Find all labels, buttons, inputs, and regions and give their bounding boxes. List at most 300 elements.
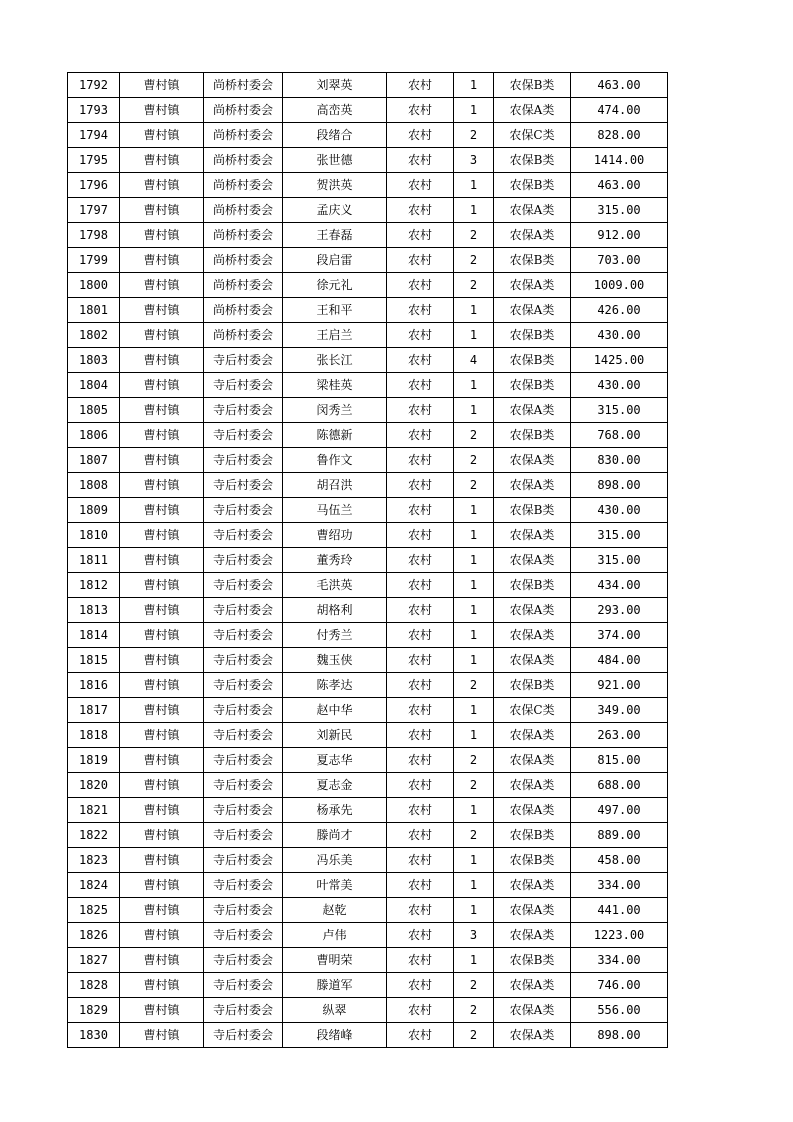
household-type-cell: 农村 — [387, 773, 454, 798]
household-type-cell: 农村 — [387, 223, 454, 248]
village-committee-cell: 寺后村委会 — [204, 423, 283, 448]
household-size-cell: 1 — [454, 498, 494, 523]
household-type-cell: 农村 — [387, 698, 454, 723]
name-cell: 胡召洪 — [283, 473, 387, 498]
name-cell: 陈德新 — [283, 423, 387, 448]
table-row — [68, 548, 668, 573]
name-cell: 王启兰 — [283, 323, 387, 348]
household-size-cell: 1 — [454, 948, 494, 973]
village-committee-cell: 寺后村委会 — [204, 773, 283, 798]
village-committee-cell: 寺后村委会 — [204, 873, 283, 898]
household-type-cell: 农村 — [387, 348, 454, 373]
amount-cell: 349.00 — [571, 698, 668, 723]
town-cell: 曹村镇 — [120, 248, 204, 273]
village-committee-cell: 尚桥村委会 — [204, 73, 283, 98]
household-size-cell: 2 — [454, 1023, 494, 1048]
row-number: 1804 — [68, 373, 120, 398]
name-cell: 杨承先 — [283, 798, 387, 823]
town-cell: 曹村镇 — [120, 498, 204, 523]
amount-cell: 426.00 — [571, 298, 668, 323]
insurance-category-cell: 农保B类 — [494, 948, 571, 973]
table-row — [68, 823, 668, 848]
name-cell: 梁桂英 — [283, 373, 387, 398]
row-number: 1795 — [68, 148, 120, 173]
village-committee-cell: 寺后村委会 — [204, 923, 283, 948]
row-number: 1820 — [68, 773, 120, 798]
household-size-cell: 1 — [454, 398, 494, 423]
town-cell: 曹村镇 — [120, 948, 204, 973]
household-size-cell: 1 — [454, 73, 494, 98]
town-cell: 曹村镇 — [120, 648, 204, 673]
household-type-cell: 农村 — [387, 923, 454, 948]
table-row — [68, 273, 668, 298]
town-cell: 曹村镇 — [120, 873, 204, 898]
amount-cell: 474.00 — [571, 98, 668, 123]
table-row — [68, 423, 668, 448]
village-committee-cell: 尚桥村委会 — [204, 323, 283, 348]
row-number: 1798 — [68, 223, 120, 248]
town-cell: 曹村镇 — [120, 348, 204, 373]
name-cell: 王春磊 — [283, 223, 387, 248]
village-committee-cell: 寺后村委会 — [204, 498, 283, 523]
insurance-category-cell: 农保B类 — [494, 673, 571, 698]
insurance-category-cell: 农保B类 — [494, 498, 571, 523]
name-cell: 陈孝达 — [283, 673, 387, 698]
row-number: 1812 — [68, 573, 120, 598]
insurance-category-cell: 农保A类 — [494, 798, 571, 823]
row-number: 1802 — [68, 323, 120, 348]
town-cell: 曹村镇 — [120, 723, 204, 748]
amount-cell: 746.00 — [571, 973, 668, 998]
household-type-cell: 农村 — [387, 823, 454, 848]
insurance-category-cell: 农保A类 — [494, 998, 571, 1023]
household-size-cell: 1 — [454, 98, 494, 123]
table-row — [68, 623, 668, 648]
village-committee-cell: 寺后村委会 — [204, 373, 283, 398]
table-row — [68, 973, 668, 998]
name-cell: 叶常美 — [283, 873, 387, 898]
household-type-cell: 农村 — [387, 523, 454, 548]
household-type-cell: 农村 — [387, 798, 454, 823]
town-cell: 曹村镇 — [120, 923, 204, 948]
village-committee-cell: 尚桥村委会 — [204, 248, 283, 273]
amount-cell: 497.00 — [571, 798, 668, 823]
table-row — [68, 948, 668, 973]
name-cell: 夏志华 — [283, 748, 387, 773]
town-cell: 曹村镇 — [120, 898, 204, 923]
name-cell: 高峦英 — [283, 98, 387, 123]
row-number: 1809 — [68, 498, 120, 523]
town-cell: 曹村镇 — [120, 673, 204, 698]
row-number: 1806 — [68, 423, 120, 448]
town-cell: 曹村镇 — [120, 548, 204, 573]
town-cell: 曹村镇 — [120, 748, 204, 773]
household-size-cell: 2 — [454, 223, 494, 248]
table-row — [68, 723, 668, 748]
row-number: 1817 — [68, 698, 120, 723]
town-cell: 曹村镇 — [120, 373, 204, 398]
name-cell: 夏志金 — [283, 773, 387, 798]
table-row — [68, 123, 668, 148]
village-committee-cell: 寺后村委会 — [204, 848, 283, 873]
insurance-category-cell: 农保A类 — [494, 598, 571, 623]
amount-cell: 315.00 — [571, 198, 668, 223]
name-cell: 毛洪英 — [283, 573, 387, 598]
household-type-cell: 农村 — [387, 323, 454, 348]
insurance-category-cell: 农保A类 — [494, 723, 571, 748]
table-row — [68, 698, 668, 723]
household-size-cell: 2 — [454, 448, 494, 473]
household-type-cell: 农村 — [387, 723, 454, 748]
table-row — [68, 323, 668, 348]
town-cell: 曹村镇 — [120, 148, 204, 173]
insurance-category-cell: 农保A类 — [494, 748, 571, 773]
amount-cell: 1414.00 — [571, 148, 668, 173]
town-cell: 曹村镇 — [120, 223, 204, 248]
insurance-category-cell: 农保C类 — [494, 123, 571, 148]
town-cell: 曹村镇 — [120, 198, 204, 223]
household-size-cell: 4 — [454, 348, 494, 373]
insurance-category-cell: 农保B类 — [494, 823, 571, 848]
household-type-cell: 农村 — [387, 373, 454, 398]
town-cell: 曹村镇 — [120, 448, 204, 473]
name-cell: 鲁作文 — [283, 448, 387, 473]
insurance-category-cell: 农保B类 — [494, 148, 571, 173]
household-type-cell: 农村 — [387, 623, 454, 648]
household-size-cell: 2 — [454, 823, 494, 848]
name-cell: 张长江 — [283, 348, 387, 373]
village-committee-cell: 寺后村委会 — [204, 573, 283, 598]
name-cell: 闵秀兰 — [283, 398, 387, 423]
amount-cell: 830.00 — [571, 448, 668, 473]
town-cell: 曹村镇 — [120, 1023, 204, 1048]
table-row — [68, 673, 668, 698]
table-row — [68, 773, 668, 798]
insurance-category-cell: 农保A类 — [494, 648, 571, 673]
household-type-cell: 农村 — [387, 673, 454, 698]
insurance-category-cell: 农保A类 — [494, 198, 571, 223]
amount-cell: 334.00 — [571, 948, 668, 973]
table-row — [68, 648, 668, 673]
row-number: 1810 — [68, 523, 120, 548]
row-number: 1826 — [68, 923, 120, 948]
row-number: 1797 — [68, 198, 120, 223]
household-size-cell: 1 — [454, 698, 494, 723]
town-cell: 曹村镇 — [120, 773, 204, 798]
table-row — [68, 1023, 668, 1048]
insurance-category-cell: 农保A类 — [494, 398, 571, 423]
amount-cell: 315.00 — [571, 548, 668, 573]
name-cell: 冯乐美 — [283, 848, 387, 873]
household-type-cell: 农村 — [387, 448, 454, 473]
amount-cell: 315.00 — [571, 523, 668, 548]
table-row — [68, 873, 668, 898]
row-number: 1799 — [68, 248, 120, 273]
insurance-category-cell: 农保B类 — [494, 348, 571, 373]
household-size-cell: 1 — [454, 198, 494, 223]
table-row — [68, 373, 668, 398]
household-size-cell: 1 — [454, 623, 494, 648]
household-type-cell: 农村 — [387, 273, 454, 298]
name-cell: 董秀玲 — [283, 548, 387, 573]
table-row — [68, 198, 668, 223]
household-size-cell: 1 — [454, 298, 494, 323]
village-committee-cell: 寺后村委会 — [204, 1023, 283, 1048]
amount-cell: 463.00 — [571, 173, 668, 198]
table-row — [68, 398, 668, 423]
household-type-cell: 农村 — [387, 298, 454, 323]
town-cell: 曹村镇 — [120, 698, 204, 723]
table-row — [68, 523, 668, 548]
row-number: 1801 — [68, 298, 120, 323]
household-size-cell: 2 — [454, 423, 494, 448]
insurance-category-cell: 农保A类 — [494, 473, 571, 498]
town-cell: 曹村镇 — [120, 973, 204, 998]
table-row — [68, 573, 668, 598]
village-committee-cell: 寺后村委会 — [204, 348, 283, 373]
table-row — [68, 148, 668, 173]
village-committee-cell: 尚桥村委会 — [204, 223, 283, 248]
village-committee-cell: 寺后村委会 — [204, 523, 283, 548]
amount-cell: 768.00 — [571, 423, 668, 448]
amount-cell: 441.00 — [571, 898, 668, 923]
row-number: 1811 — [68, 548, 120, 573]
amount-cell: 374.00 — [571, 623, 668, 648]
insurance-category-cell: 农保B类 — [494, 173, 571, 198]
village-committee-cell: 寺后村委会 — [204, 548, 283, 573]
town-cell: 曹村镇 — [120, 473, 204, 498]
village-committee-cell: 寺后村委会 — [204, 698, 283, 723]
town-cell: 曹村镇 — [120, 273, 204, 298]
insurance-category-cell: 农保A类 — [494, 298, 571, 323]
table-row — [68, 923, 668, 948]
table-row — [68, 298, 668, 323]
amount-cell: 1009.00 — [571, 273, 668, 298]
insurance-category-cell: 农保A类 — [494, 873, 571, 898]
town-cell: 曹村镇 — [120, 123, 204, 148]
household-size-cell: 1 — [454, 173, 494, 198]
village-committee-cell: 寺后村委会 — [204, 823, 283, 848]
row-number: 1816 — [68, 673, 120, 698]
household-type-cell: 农村 — [387, 648, 454, 673]
insurance-category-cell: 农保B类 — [494, 573, 571, 598]
household-size-cell: 1 — [454, 523, 494, 548]
household-type-cell: 农村 — [387, 898, 454, 923]
amount-cell: 463.00 — [571, 73, 668, 98]
village-committee-cell: 寺后村委会 — [204, 648, 283, 673]
household-size-cell: 3 — [454, 923, 494, 948]
town-cell: 曹村镇 — [120, 423, 204, 448]
village-committee-cell: 寺后村委会 — [204, 948, 283, 973]
row-number: 1818 — [68, 723, 120, 748]
town-cell: 曹村镇 — [120, 298, 204, 323]
table-row — [68, 998, 668, 1023]
table-row — [68, 473, 668, 498]
amount-cell: 430.00 — [571, 373, 668, 398]
name-cell: 纵翠 — [283, 998, 387, 1023]
household-type-cell: 农村 — [387, 573, 454, 598]
record-table — [67, 72, 668, 1048]
town-cell: 曹村镇 — [120, 998, 204, 1023]
town-cell: 曹村镇 — [120, 623, 204, 648]
name-cell: 段启雷 — [283, 248, 387, 273]
amount-cell: 458.00 — [571, 848, 668, 873]
household-type-cell: 农村 — [387, 398, 454, 423]
amount-cell: 430.00 — [571, 498, 668, 523]
row-number: 1824 — [68, 873, 120, 898]
household-size-cell: 3 — [454, 148, 494, 173]
household-size-cell: 1 — [454, 548, 494, 573]
household-size-cell: 1 — [454, 323, 494, 348]
table-row — [68, 498, 668, 523]
amount-cell: 815.00 — [571, 748, 668, 773]
name-cell: 付秀兰 — [283, 623, 387, 648]
town-cell: 曹村镇 — [120, 173, 204, 198]
household-size-cell: 2 — [454, 473, 494, 498]
household-size-cell: 2 — [454, 773, 494, 798]
insurance-category-cell: 农保A类 — [494, 898, 571, 923]
row-number: 1829 — [68, 998, 120, 1023]
amount-cell: 703.00 — [571, 248, 668, 273]
name-cell: 赵乾 — [283, 898, 387, 923]
insurance-category-cell: 农保B类 — [494, 73, 571, 98]
household-type-cell: 农村 — [387, 498, 454, 523]
name-cell: 曹绍功 — [283, 523, 387, 548]
row-number: 1830 — [68, 1023, 120, 1048]
insurance-category-cell: 农保A类 — [494, 973, 571, 998]
name-cell: 刘翠英 — [283, 73, 387, 98]
row-number: 1800 — [68, 273, 120, 298]
row-number: 1825 — [68, 898, 120, 923]
row-number: 1793 — [68, 98, 120, 123]
village-committee-cell: 尚桥村委会 — [204, 148, 283, 173]
household-type-cell: 农村 — [387, 998, 454, 1023]
insurance-category-cell: 农保A类 — [494, 1023, 571, 1048]
household-size-cell: 1 — [454, 573, 494, 598]
amount-cell: 434.00 — [571, 573, 668, 598]
town-cell: 曹村镇 — [120, 823, 204, 848]
household-size-cell: 2 — [454, 123, 494, 148]
town-cell: 曹村镇 — [120, 573, 204, 598]
row-number: 1803 — [68, 348, 120, 373]
name-cell: 卢伟 — [283, 923, 387, 948]
amount-cell: 898.00 — [571, 1023, 668, 1048]
row-number: 1808 — [68, 473, 120, 498]
insurance-category-cell: 农保A类 — [494, 448, 571, 473]
name-cell: 曹明荣 — [283, 948, 387, 973]
household-type-cell: 农村 — [387, 973, 454, 998]
household-size-cell: 2 — [454, 748, 494, 773]
amount-cell: 556.00 — [571, 998, 668, 1023]
name-cell: 贺洪英 — [283, 173, 387, 198]
household-size-cell: 2 — [454, 673, 494, 698]
amount-cell: 898.00 — [571, 473, 668, 498]
table-row — [68, 798, 668, 823]
village-committee-cell: 寺后村委会 — [204, 598, 283, 623]
town-cell: 曹村镇 — [120, 848, 204, 873]
row-number: 1813 — [68, 598, 120, 623]
name-cell: 滕尚才 — [283, 823, 387, 848]
household-size-cell: 1 — [454, 598, 494, 623]
village-committee-cell: 寺后村委会 — [204, 473, 283, 498]
row-number: 1823 — [68, 848, 120, 873]
village-committee-cell: 尚桥村委会 — [204, 98, 283, 123]
household-type-cell: 农村 — [387, 748, 454, 773]
row-number: 1819 — [68, 748, 120, 773]
amount-cell: 430.00 — [571, 323, 668, 348]
amount-cell: 484.00 — [571, 648, 668, 673]
village-committee-cell: 寺后村委会 — [204, 398, 283, 423]
insurance-category-cell: 农保B类 — [494, 373, 571, 398]
household-type-cell: 农村 — [387, 548, 454, 573]
household-size-cell: 1 — [454, 848, 494, 873]
insurance-category-cell: 农保B类 — [494, 423, 571, 448]
table-row — [68, 898, 668, 923]
insurance-category-cell: 农保A类 — [494, 623, 571, 648]
row-number: 1821 — [68, 798, 120, 823]
village-committee-cell: 寺后村委会 — [204, 973, 283, 998]
table-row — [68, 748, 668, 773]
village-committee-cell: 寺后村委会 — [204, 898, 283, 923]
village-committee-cell: 尚桥村委会 — [204, 173, 283, 198]
town-cell: 曹村镇 — [120, 398, 204, 423]
amount-cell: 889.00 — [571, 823, 668, 848]
household-size-cell: 1 — [454, 798, 494, 823]
name-cell: 王和平 — [283, 298, 387, 323]
amount-cell: 921.00 — [571, 673, 668, 698]
name-cell: 张世德 — [283, 148, 387, 173]
household-type-cell: 农村 — [387, 148, 454, 173]
village-committee-cell: 寺后村委会 — [204, 998, 283, 1023]
household-size-cell: 1 — [454, 648, 494, 673]
town-cell: 曹村镇 — [120, 73, 204, 98]
household-type-cell: 农村 — [387, 1023, 454, 1048]
household-type-cell: 农村 — [387, 423, 454, 448]
village-committee-cell: 寺后村委会 — [204, 623, 283, 648]
table-row — [68, 598, 668, 623]
household-type-cell: 农村 — [387, 873, 454, 898]
name-cell: 滕道军 — [283, 973, 387, 998]
table-row — [68, 848, 668, 873]
household-type-cell: 农村 — [387, 73, 454, 98]
insurance-category-cell: 农保A类 — [494, 98, 571, 123]
town-cell: 曹村镇 — [120, 598, 204, 623]
household-type-cell: 农村 — [387, 173, 454, 198]
household-type-cell: 农村 — [387, 473, 454, 498]
amount-cell: 688.00 — [571, 773, 668, 798]
insurance-category-cell: 农保B类 — [494, 323, 571, 348]
name-cell: 段绪峰 — [283, 1023, 387, 1048]
row-number: 1814 — [68, 623, 120, 648]
town-cell: 曹村镇 — [120, 98, 204, 123]
insurance-category-cell: 农保A类 — [494, 273, 571, 298]
village-committee-cell: 寺后村委会 — [204, 798, 283, 823]
name-cell: 马伍兰 — [283, 498, 387, 523]
household-type-cell: 农村 — [387, 248, 454, 273]
name-cell: 徐元礼 — [283, 273, 387, 298]
village-committee-cell: 尚桥村委会 — [204, 273, 283, 298]
name-cell: 赵中华 — [283, 698, 387, 723]
village-committee-cell: 尚桥村委会 — [204, 298, 283, 323]
name-cell: 胡格利 — [283, 598, 387, 623]
household-type-cell: 农村 — [387, 598, 454, 623]
amount-cell: 263.00 — [571, 723, 668, 748]
amount-cell: 1425.00 — [571, 348, 668, 373]
row-number: 1794 — [68, 123, 120, 148]
name-cell: 孟庆义 — [283, 198, 387, 223]
household-size-cell: 1 — [454, 873, 494, 898]
table-row — [68, 223, 668, 248]
